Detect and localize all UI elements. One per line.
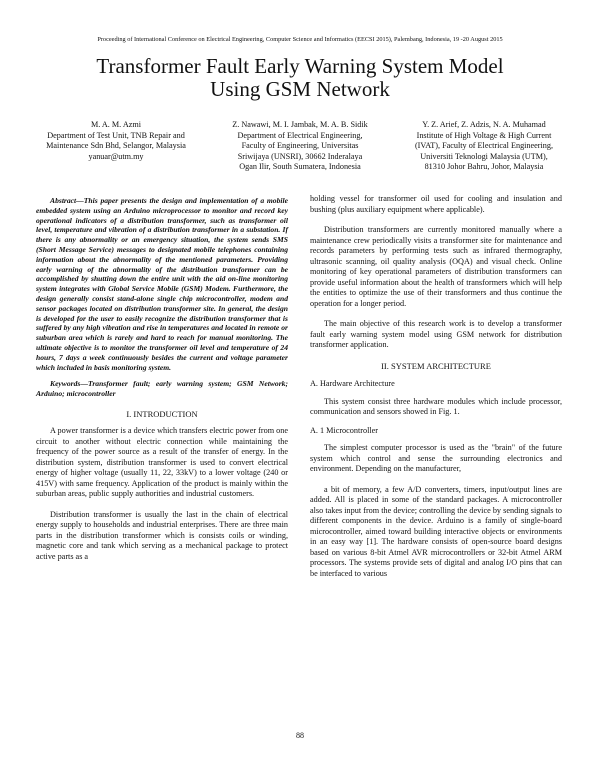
paper-title xyxy=(30,55,570,101)
conference-header: Proceeding of International Conference on Electrical Engineering, Computer Science and Informatics (EECSI 2015), Palembang, Indonesia, 19 -20 August 2015 xyxy=(97,36,503,43)
author-block-1 xyxy=(28,120,204,162)
paragraph: Distribution transformer is usually the last in the chain of electrical energy supply to households and industrial enterprises. There are three main parts in the distribution transformer which is consists coils or winding, magnetic core and tank which serving as a mechanical package to protect active parts as a xyxy=(36,509,288,561)
author-affiliation: Ogan Ilir, South Sumatera, Indonesia xyxy=(239,162,361,172)
paragraph: The simplest computer processor is used as the "brain" of the future system which control and sense the surrounding electronics and environment. Depending on the manufacturer, xyxy=(310,443,562,473)
keywords: Keywords—Transformer fault; early warning system; GSM Network; Arduino; microcontroller xyxy=(36,379,288,399)
author-block-2 xyxy=(212,120,388,173)
section-heading-system-architecture: II. SYSTEM ARCHITECTURE xyxy=(381,360,491,371)
subsection-heading: A. Hardware Architecture xyxy=(310,379,395,388)
author-affiliation: Faculty of Engineering, Universitas xyxy=(241,141,359,151)
right-column xyxy=(310,194,562,579)
author-affiliation: Universiti Teknologi Malaysia (UTM), xyxy=(420,151,548,161)
paragraph: A power transformer is a device which transfers electric power from one circuit to another without electric connection while maintaining the frequency of the power source as a result of the transfer of energy. In the distribution system, distribution transformer is used to convert electrical energy of higher voltage (usually 11, 22, 33kV) to a lower voltage (240 or 415V) with same frequency. Application of the product is mainly within the suburban areas, public supply authorities and industrial customers. xyxy=(36,426,288,499)
author-name: M. A. M. Azmi xyxy=(90,120,142,129)
title-line-1: Transformer Fault Early Warning System Model xyxy=(96,54,504,78)
paragraph: This system consist three hardware modules which include processor, communication and sensors showed in Fig. 1. xyxy=(310,396,562,416)
left-column xyxy=(36,196,288,562)
paragraph: a bit of memory, a few A/D converters, timers, input/output lines are added. All is placed in some of the standard packages. A microcontroller also takes input from the device; controlling the device by sending signals to different components in the device. Arduino is a family of single-board microcontroller, aimed toward building interactive objects or environments in an easy way [1]. The hardware consists of open-source board designs based on various 8-bit Atmel AVR microcontrollers or 32-bit Atmel ARM processors. The systems provide sets of digital and analog I/O pins that can be interfaced to various xyxy=(310,484,562,578)
author-affiliation: Department of Test Unit, TNB Repair and xyxy=(47,130,185,140)
author-name: Y. Z. Arief, Z. Adzis, N. A. Muhamad xyxy=(422,120,546,129)
author-block-3 xyxy=(396,120,572,173)
subsection-heading: A. 1 Microcontroller xyxy=(310,425,378,435)
section-heading-introduction: I. INTRODUCTION xyxy=(126,408,198,419)
author-name: Z. Nawawi, M. I. Jambak, M. A. B. Sidik xyxy=(232,120,368,129)
author-affiliation: Department of Electrical Engineering, xyxy=(237,130,363,140)
author-email: yanuar@utm.my xyxy=(88,151,144,161)
author-affiliation: Maintenance Sdn Bhd, Selangor, Malaysia xyxy=(46,141,186,151)
title-line-2: Using GSM Network xyxy=(210,77,390,101)
paragraph: Distribution transformers are currently monitored manually where a maintenance crew periodically visits a transformer site for maintenance and records parameters by performing tests such as infrared thermography, ultrasonic scanning, oil quality analysis (OQA) and visual check. Online monitoring of key operational parameters of distribution transformers can provide useful information about the health of transformers which will help the entities to optimize the use of their transformers and thus continue the operation for a longer period. xyxy=(310,225,562,308)
author-affiliation: Sriwijaya (UNSRI), 30662 Inderalaya xyxy=(237,151,363,161)
paragraph: The main objective of this research work is to develop a transformer fault early warning system model using GSM network for distribution transformer application. xyxy=(310,319,562,349)
author-affiliation: 81310 Johor Bahru, Johor, Malaysia xyxy=(424,162,544,172)
author-affiliation: Institute of High Voltage & High Current xyxy=(416,130,552,140)
page-number: 88 xyxy=(296,731,304,740)
paragraph: holding vessel for transformer oil used for cooling and insulation and bushing (plus auxiliary equipment where applicable). xyxy=(310,194,562,214)
author-affiliation: (IVAT), Faculty of Electrical Engineering, xyxy=(414,141,554,151)
abstract: Abstract—This paper presents the design and implementation of a mobile embedded system using an Arduino microprocessor to monitor and record key operational indicators of a distribution transformer, such as transformer oil level, temperature and vibration of a distribution transformer in a substation. If there is any abnormality or an emergency situation, the system sends SMS (Short Message Service) messages to designated mobile telephones containing information about the abnormality of the mentioned parameters. Providing early warning of the abnormality of the distribution transformer can be accomplished by shutting down the entire unit with the aid on-line monitoring system integrates with Global Service Mobile (GSM) Modem. Furthermore, the design generally consist stand-alone single chip microcontroller, modem and sensor packages located on distribution transformer site. In general, the design is developed for the user to easily recognize the distribution transformer that is suffered by any high vibration and rise in temperatures and located in remote or suburban area which is rarely and hard to reach for manual monitoring. The ultimate objective is to monitor the transformer oil level and temperature of 24 hours, 7 days a week continuously besides the current and voltage parameter which included in basis monitoring system. xyxy=(36,196,288,372)
